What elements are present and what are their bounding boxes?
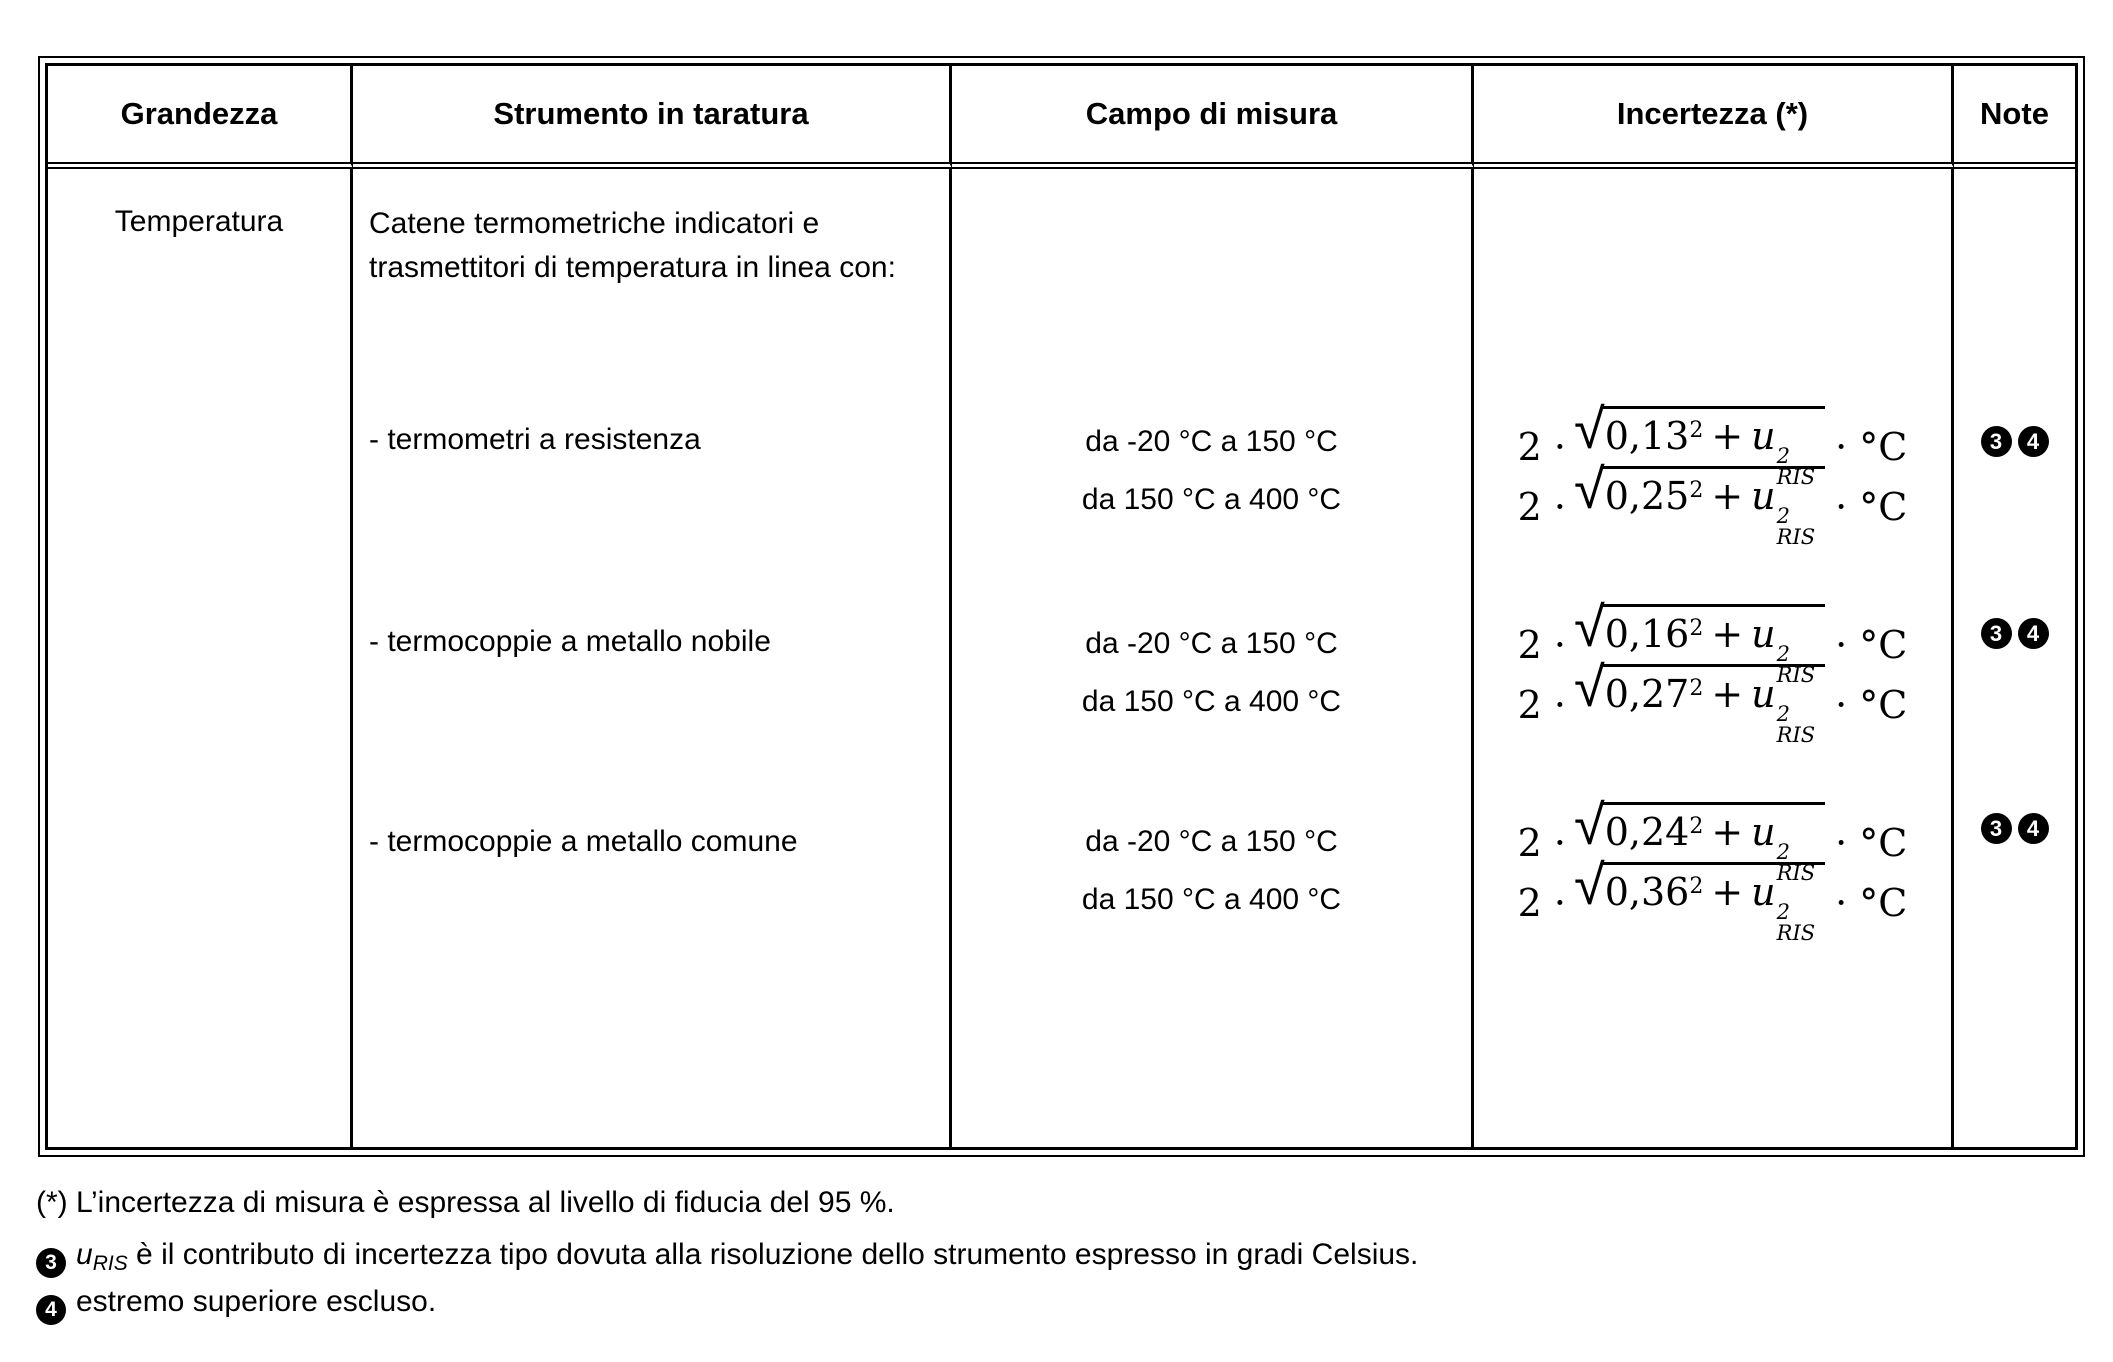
u-superscript: 2 [1776,899,1791,924]
formula-coefficient: 2 · [1517,425,1566,469]
formula-unit: · °C [1835,425,1908,469]
calibration-table [45,63,2078,1150]
u-superscript: 2 [1776,839,1791,864]
formula-unit: · °C [1835,881,1908,925]
u-symbol: u [1751,671,1776,716]
header-note: Note [1954,66,2075,169]
formula-coefficient: 2 · [1517,485,1566,529]
radical-sign-icon: √ [1573,396,1605,462]
u-superscript: 2 [1776,641,1791,666]
note-3-badge: 3 [1981,813,2012,844]
note-4-marker-icon: 4 [36,1295,66,1325]
value-exponent: 2 [1689,477,1704,503]
header-campo-di-misura: Campo di misura [952,66,1474,169]
u-subscript: RIS [1776,465,1816,489]
u-subscript: RIS [1776,723,1816,747]
plus-sign: + [1711,473,1744,518]
uncertainty-formula [1474,456,1951,549]
note-3-badge: 3 [1981,618,2012,649]
instrument-intro: Catene termometriche indicatori e trasmettitori di temperatura in linea con: [369,207,896,284]
calibration-table-frame [38,56,2085,1157]
u-subscript: RIS [1776,525,1816,549]
footnote-3-text: è il contributo di incertezza tipo dovuta alla risoluzione dello strumento espresso in gradi Celsius. [136,1238,1419,1271]
formula-coefficient: 2 · [1517,821,1566,865]
header-incertezza: Incertezza (*) [1474,66,1954,169]
note-4-badge: 4 [2018,426,2049,457]
radical-sign-icon: √ [1573,792,1605,858]
u-ris-symbol: $u_{RIS}$ [76,1238,128,1275]
u-symbol: u [1751,809,1776,854]
formula-unit: · °C [1835,623,1908,667]
formula-coefficient: 2 · [1517,881,1566,925]
plus-sign: + [1711,611,1744,656]
footnote-4 [36,1285,436,1325]
plus-sign: + [1711,413,1744,458]
uncertainty-formula [1474,852,1951,945]
range-value: da -20 °C a 150 °C [1085,825,1338,858]
instrument-item-3: - termocoppie a metallo comune [369,825,798,858]
plus-sign: + [1711,869,1744,914]
u-superscript: 2 [1776,701,1791,726]
range-value: da 150 °C a 400 °C [1081,685,1342,718]
formula-coefficient: 2 · [1517,623,1566,667]
uncertainty-value: 0,16 [1604,611,1690,656]
radical-sign-icon: √ [1573,852,1605,918]
note-3-marker-icon: 3 [36,1248,66,1278]
uncertainty-pair-3 [1474,792,1951,945]
plus-sign: + [1711,671,1744,716]
radical [1573,456,1825,549]
uncertainty-formula [1474,654,1951,747]
radical-sign-icon: √ [1573,456,1605,522]
uncertainty-value: 0,25 [1604,473,1690,518]
u-subscript: RIS [1776,861,1816,885]
radical-sign-icon: √ [1573,654,1605,720]
footnote-asterisk: (*) L’incertezza di misura è espressa al livello di fiducia del 95 %. [36,1186,895,1219]
radical [1573,852,1825,945]
u-symbol: u [1751,869,1776,914]
uncertainty-pair-1 [1474,396,1951,549]
column-strumento [353,169,952,1147]
formula-unit: · °C [1835,683,1908,727]
note-4-badge: 4 [2018,618,2049,649]
u-superscript: 2 [1776,443,1791,468]
column-campo-di-misura [952,169,1474,1147]
range-value: da -20 °C a 150 °C [1085,627,1338,660]
value-exponent: 2 [1689,813,1704,839]
u-symbol: u [1751,611,1776,656]
uncertainty-value: 0,24 [1604,809,1690,854]
column-grandezza [48,169,353,1147]
u-subscript: RIS [1776,663,1816,687]
note-pair-1 [1954,426,2075,457]
note-4-badge: 4 [2018,813,2049,844]
formula-unit: · °C [1835,485,1908,529]
formula-unit: · °C [1835,821,1908,865]
range-pair-3 [952,813,1471,929]
range-pair-2 [952,615,1471,731]
range-value: da 150 °C a 400 °C [1081,883,1342,916]
range-value: da 150 °C a 400 °C [1081,483,1342,516]
u-superscript: 2 [1776,503,1791,528]
note-pair-3 [1954,813,2075,844]
instrument-item-2: - termocoppie a metallo nobile [369,625,771,658]
value-exponent: 2 [1689,675,1704,701]
footnote-3 [36,1238,1418,1278]
u-symbol: u [1751,413,1776,458]
u-symbol: u [1751,473,1776,518]
header-grandezza: Grandezza [48,66,353,169]
uncertainty-value: 0,27 [1604,671,1690,716]
note-pair-2 [1954,618,2075,649]
range-pair-1 [952,413,1471,529]
value-exponent: 2 [1689,615,1704,641]
uncertainty-pair-2 [1474,594,1951,747]
uncertainty-value: 0,36 [1604,869,1690,914]
value-exponent: 2 [1689,873,1704,899]
footnote-4-text: estremo superiore escluso. [76,1285,437,1318]
value-exponent: 2 [1689,417,1704,443]
radical [1573,654,1825,747]
instrument-item-1: - termometri a resistenza [369,423,701,456]
note-3-badge: 3 [1981,426,2012,457]
u-subscript: RIS [1776,921,1816,945]
column-note [1954,169,2075,1147]
quantity-label: Temperatura [114,205,284,238]
column-incertezza [1474,169,1954,1147]
header-strumento: Strumento in taratura [353,66,952,169]
radical-sign-icon: √ [1573,594,1605,660]
range-value: da -20 °C a 150 °C [1085,425,1338,458]
formula-coefficient: 2 · [1517,683,1566,727]
plus-sign: + [1711,809,1744,854]
uncertainty-value: 0,13 [1604,413,1690,458]
